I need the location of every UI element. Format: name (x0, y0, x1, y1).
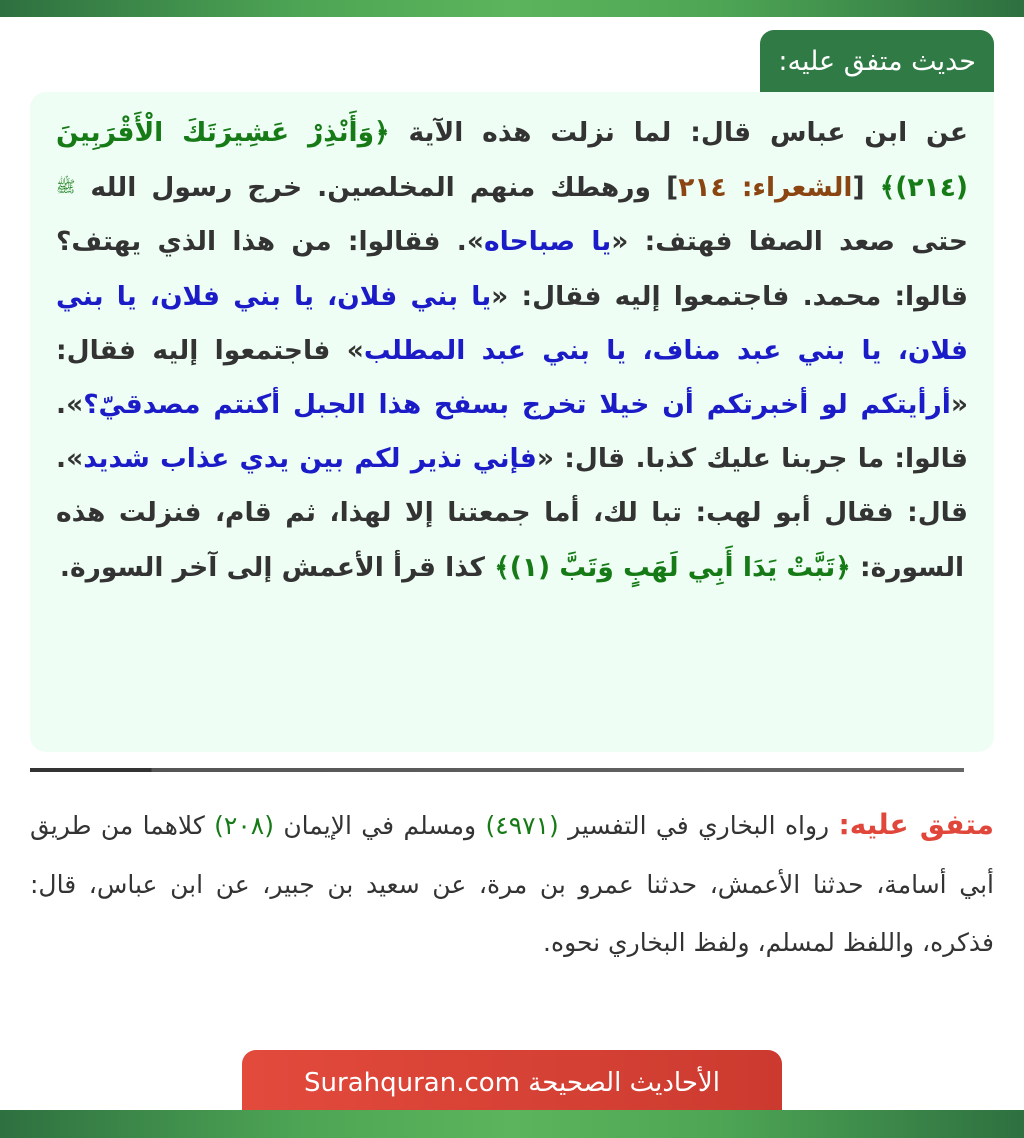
takhrij-body: كلاهما من طريق أبي أسامة، حدثنا الأعمش، حدثنا عمرو بن مرة، عن سعيد بن جبير، عن ابن عباس، قال: فذكره، واللفظ لمسلم، ولفظ البخاري نحوه. (30, 811, 994, 957)
prophet-speech: أرأيتكم لو أخبرتكم أن خيلا تخرج بسفح هذا الجبل أكنتم مصدقيّ؟ (83, 389, 951, 421)
hadith-number: (٢٠٨) (214, 811, 274, 840)
quran-verse: ﴿وَأَنْذِرْ عَشِيرَتَكَ الْأَقْرَبِينَ (٢١٤)﴾ (56, 117, 968, 204)
hadith-narration: كذا قرأ الأعمش إلى آخر السورة. (59, 551, 495, 583)
hadith-narration: عن ابن عباس قال: لما نزلت هذه الآية (389, 117, 968, 148)
prophet-speech: يا صباحاه (483, 226, 612, 258)
takhrij-body: رواه البخاري في التفسير (558, 811, 839, 840)
top-decorative-bar (0, 0, 1024, 17)
hadith-number: (٤٩٧١) (485, 811, 559, 840)
hadith-narration: ورهطك منهم المخلصين. خرج رسول الله (75, 172, 667, 204)
prophet-speech: يا بني فلان، يا بني فلان، يا بني فلان، يا بني عبد مناف، يا بني عبد المطلب (56, 280, 968, 366)
divider (30, 768, 964, 772)
site-badge[interactable]: الأحاديث الصحيحة Surahquran.com (242, 1050, 782, 1110)
quran-verse: ﴿تَبَّتْ يَدَا أَبِي لَهَبٍ وَتَبَّ (١)﴾ (494, 551, 851, 583)
takhrij-label: متفق عليه: (838, 808, 995, 841)
takhrij-body: ومسلم في الإيمان (273, 811, 486, 840)
prophet-speech: فإني نذير لكم بين يدي عذاب شديد (83, 443, 537, 475)
verse-reference: الشعراء: ٢١٤ (678, 172, 853, 204)
bracket: ] (666, 172, 679, 204)
hadith-narration: » فاجتمعوا إليه فقال: « (56, 334, 968, 421)
hadith-narration: ». فقالوا: من هذا الذي يهتف؟ قالوا: محمد. فاجتمعوا إليه فقال: « (56, 226, 968, 312)
hadith-text (56, 106, 968, 595)
hadith-narration: ». قالوا: ما جربنا عليك كذبا. قال: « (56, 389, 968, 475)
takhrij-text (30, 796, 994, 973)
hadith-box (30, 92, 994, 752)
bottom-decorative-bar (0, 1110, 1024, 1138)
hadith-narration: حتى صعد الصفا فهتف: « (611, 226, 968, 258)
salutation-icon: ﷺ (56, 177, 76, 197)
section-title: حديث متفق عليه: (760, 30, 994, 92)
hadith-narration: ». قال: فقال أبو لهب: تبا لك، أما جمعتنا إلا لهذا، ثم قام، فنزلت هذه السورة: (56, 443, 968, 583)
bracket: [ (852, 172, 880, 204)
